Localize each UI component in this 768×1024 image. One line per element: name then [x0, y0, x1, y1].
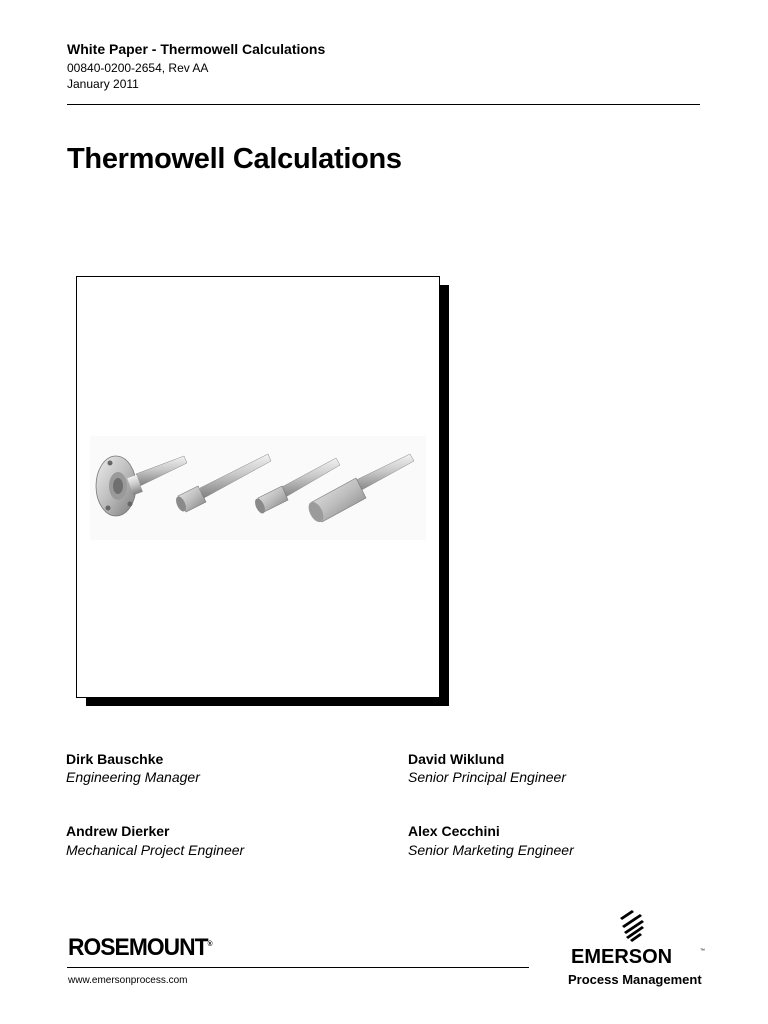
author-name: Andrew Dierker — [66, 823, 170, 839]
author-role: Senior Marketing Engineer — [408, 842, 574, 858]
page-title: Thermowell Calculations — [67, 143, 402, 175]
emerson-logo-icon — [618, 908, 646, 944]
header-title: White Paper - Thermowell Calculations — [67, 41, 326, 57]
website-url: www.emersonprocess.com — [68, 975, 188, 986]
footer-divider — [67, 967, 529, 968]
header-divider — [67, 104, 700, 105]
rosemount-logo — [68, 934, 212, 962]
author-role: Engineering Manager — [66, 769, 200, 785]
author-role: Mechanical Project Engineer — [66, 842, 245, 858]
document-date: January 2011 — [67, 77, 139, 91]
emerson-wordmark: EMERSON — [571, 946, 673, 968]
thermowells-image — [90, 436, 426, 540]
author-role: Senior Principal Engineer — [408, 769, 566, 785]
trademark-mark: ™ — [700, 948, 705, 954]
document-number: 00840-0200-2654, Rev AA — [67, 61, 209, 75]
author-name: Alex Cecchini — [408, 823, 500, 839]
author-name: David Wiklund — [408, 751, 505, 767]
author-name: Dirk Bauschke — [66, 751, 164, 767]
registered-mark: ® — [207, 941, 212, 948]
rosemount-wordmark: ROSEMOUNT — [68, 934, 208, 961]
emerson-tagline: Process Management — [568, 972, 702, 987]
